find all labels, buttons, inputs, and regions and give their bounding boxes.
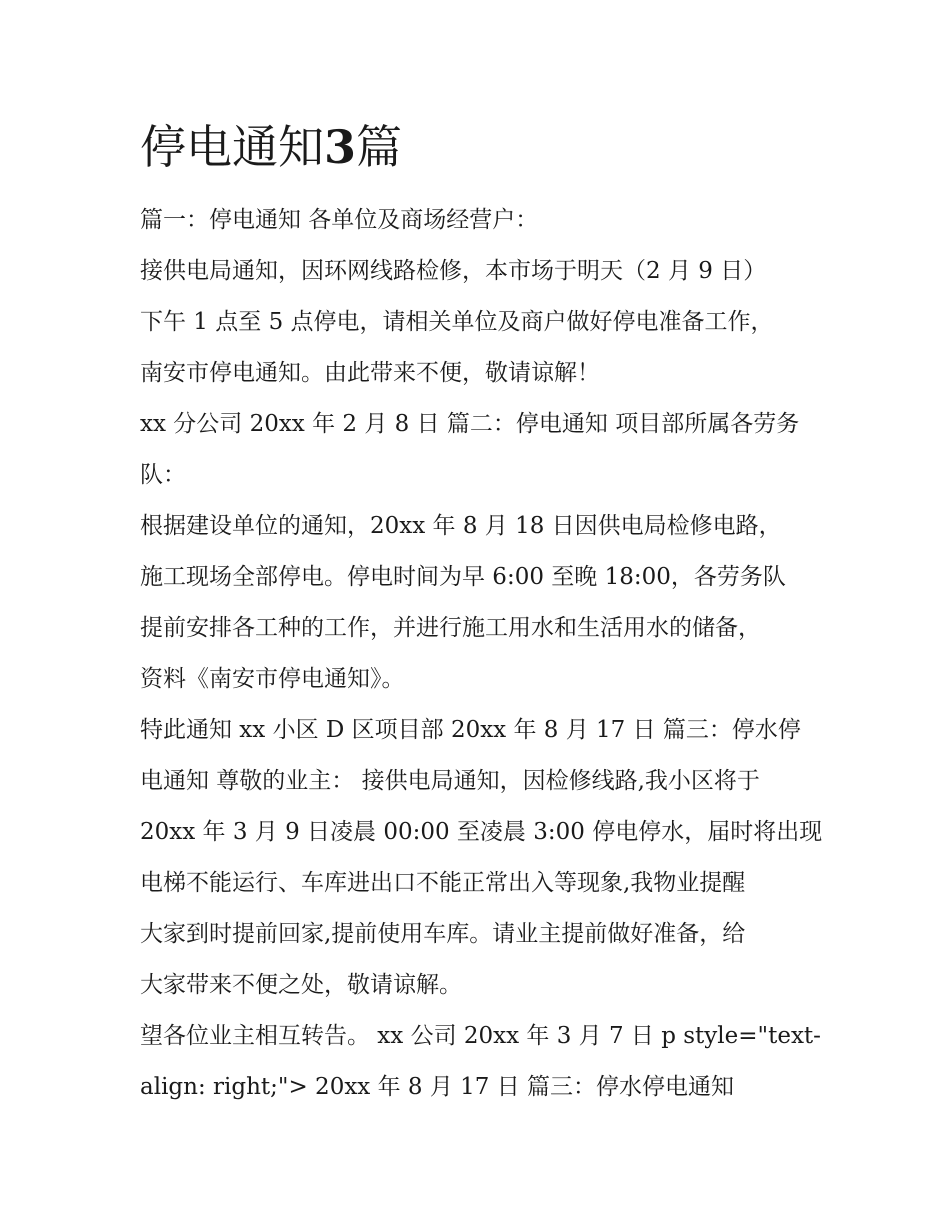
text-line: 南安市停电通知。由此带来不便，敬请谅解！ — [140, 360, 600, 386]
text-line: 队： — [140, 462, 186, 488]
document-body — [140, 195, 823, 1113]
text-line: 电通知 尊敬的业主： 接供电局通知，因检修线路,我小区将于 — [140, 768, 760, 794]
document-title — [140, 112, 402, 182]
text-line: 特此通知 xx 小区 D 区项目部 20xx 年 8 月 17 日 篇三：停水停 — [140, 717, 801, 743]
text-line: 20xx 年 3 月 9 日凌晨 00:00 至凌晨 3:00 停电停水，届时将出现 — [140, 819, 823, 845]
text-line: 大家带来不便之处，敬请谅解。 — [140, 972, 462, 998]
title-prefix: 停电通知 — [140, 120, 324, 174]
text-line: 下午 1 点至 5 点停电，请相关单位及商户做好停电准备工作， — [140, 309, 774, 335]
text-line: 根据建设单位的通知，20xx 年 8 月 18 日因供电局检修电路， — [140, 513, 782, 539]
text-line: 资料《南安市停电通知》。 — [140, 666, 405, 692]
text-line: 施工现场全部停电。停电时间为早 6:00 至晚 18:00，各劳务队 — [140, 564, 786, 590]
text-line: 提前安排各工种的工作，并进行施工用水和生活用水的储备， — [140, 615, 761, 641]
title-number: 3 — [324, 120, 357, 174]
text-line: 篇一：停电通知 各单位及商场经营户： — [140, 207, 539, 233]
text-line: 接供电局通知，因环网线路检修，本市场于明天（2 月 9 日） — [140, 258, 767, 284]
text-line: align: right;"> 20xx 年 8 月 17 日 篇三：停水停电通知 — [140, 1074, 735, 1100]
text-line: 大家到时提前回家,提前使用车库。请业主提前做好准备，给 — [140, 921, 746, 947]
text-line: xx 分公司 20xx 年 2 月 8 日 篇二：停电通知 项目部所属各劳务 — [140, 411, 800, 437]
title-suffix: 篇 — [356, 120, 403, 174]
text-line: 望各位业主相互转告。 xx 公司 20xx 年 3 月 7 日 p style="text- — [140, 1023, 821, 1049]
text-line: 电梯不能运行、车库进出口不能正常出入等现象,我物业提醒 — [140, 870, 746, 896]
